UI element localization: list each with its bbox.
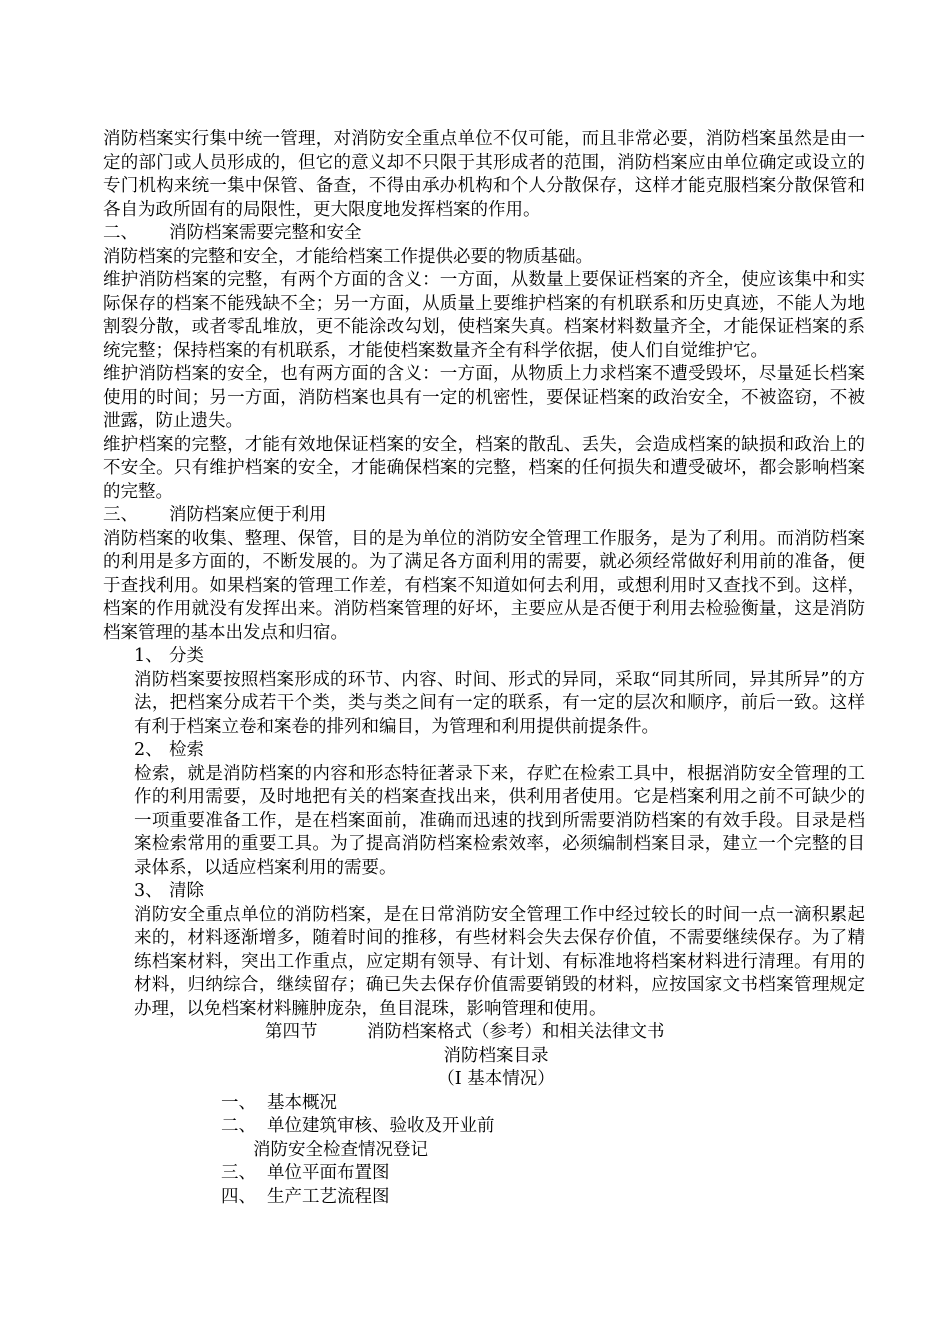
paragraph: 维护消防档案的安全，也有两方面的含义：一方面，从物质上力求档案不遭受毁坏，尽量延长档案使用的时间；另一方面，消防档案也具有一定的机密性，要保证档案的政治安全，不被盗窃，不被泄露，防止遗失。 [103, 364, 865, 431]
document-body [103, 128, 865, 1209]
subsection-heading [134, 739, 865, 763]
subsection-number: 1、 [134, 646, 163, 666]
toc-label: 基本概况 [267, 1092, 337, 1113]
toc-number: 四、 [221, 1186, 256, 1207]
toc-label: 生产工艺流程图 [267, 1186, 390, 1207]
catalog-subtitle: （I 基本情况） [437, 1069, 555, 1089]
subsection-title: 分类 [169, 646, 204, 666]
paragraph: 消防档案的完整和安全，才能给档案工作提供必要的物质基础。 [103, 246, 593, 267]
subsection-number: 2、 [134, 740, 163, 760]
subsection-number: 3、 [134, 881, 163, 901]
section-number: 三、 [103, 505, 138, 525]
section-title: 消防档案应便于利用 [169, 505, 327, 525]
toc-number: 二、 [221, 1116, 256, 1136]
catalog-title: 消防档案目录 [443, 1045, 549, 1066]
toc-label: 单位建筑审核、验收及开业前 [267, 1116, 495, 1136]
toc-number: 三、 [221, 1163, 256, 1183]
section-heading [103, 504, 865, 528]
chapter-title: 消防档案格式（参考）和相关法律文书 [367, 1022, 665, 1042]
section-title: 消防档案需要完整和安全 [169, 223, 362, 243]
paragraph: 消防安全重点单位的消防档案，是在日常消防安全管理工作中经过较长的时间一点一滴积累起来的，材料逐渐增多，随着时间的推移，有些材料会失去保存价值，不需要继续保存。为了精练档案材料，突出工作重点，应定期有领导、有计划、有标准地将档案材料进行清理。有用的材料，归纳综合，继续留存；确已失去保存价值需要销毁的材料，应按国家文书档案管理规定办理，以免档案材料臃肿庞杂，鱼目混珠，影响管理和使用。 [134, 904, 865, 1019]
paragraph: 消防档案的收集、整理、保管，目的是为单位的消防安全管理工作服务，是为了利用。而消防档案的利用是多方面的，不断发展的。为了满足各方面利用的需要，就必须经常做好利用前的准备，便于查找利用。如果档案的管理工作差，有档案不知道如何去利用，或想利用时又查找不到。这样，档案的作用就没有发挥出来。消防档案管理的好坏，主要应从是否便于利用去检验衡量，这是消防档案管理的基本出发点和归宿。 [103, 528, 865, 643]
chapter-number: 第四节 [265, 1022, 318, 1042]
paragraph: 消防档案要按照档案形成的环节、内容、时间、形式的异同，采取“同其所同，异其所异”的方法，把档案分成若干个类，类与类之间有一定的联系，有一定的层次和顺序，前后一致。这样有利于档案立卷和案卷的排列和编目，为管理和利用提供前提条件。 [134, 669, 865, 737]
subsection-heading [134, 645, 865, 669]
section-heading [103, 222, 865, 246]
toc-item [221, 1092, 865, 1116]
toc-item [221, 1186, 865, 1210]
paragraph: 维护档案的完整，才能有效地保证档案的安全，档案的散乱、丢失，会造成档案的缺损和政治上的不安全。只有维护档案的安全，才能确保档案的完整，档案的任何损失和遭受破坏，都会影响档案的完整。 [103, 434, 865, 502]
subsection-heading [134, 880, 865, 904]
toc-item [221, 1115, 865, 1139]
chapter-heading [103, 1021, 865, 1045]
paragraph: 维护消防档案的完整，有两个方面的含义：一方面，从数量上要保证档案的齐全，使应该集中和实际保存的档案不能残缺不全；另一方面，从质量上要维护档案的有机联系和历史真迹，不能人为地割裂分散，或者零乱堆放，更不能涂改勾划，使档案失真。档案材料数量齐全，才能保证档案的系统完整；保持档案的有机联系，才能使档案数量齐全有科学依据，使人们自觉维护它。 [103, 270, 865, 361]
subsection-title: 清除 [169, 881, 204, 901]
paragraph: 检索，就是消防档案的内容和形态特征著录下来，存贮在检索工具中，根据消防安全管理的工作的利用需要，及时地把有关的档案查找出来，供利用者使用。它是档案利用之前不可缺少的一项重要准备工作，是在档案面前，准确而迅速的找到所需要消防档案的有效手段。目录是档案检索常用的重要工具。为了提高消防档案检索效率，必须编制档案目录，建立一个完整的目录体系，以适应档案利用的需要。 [134, 763, 865, 878]
toc-number: 一、 [221, 1092, 256, 1113]
section-number: 二、 [103, 223, 138, 243]
toc-item [221, 1162, 865, 1186]
paragraph: 消防档案实行集中统一管理，对消防安全重点单位不仅可能，而且非常必要，消防档案虽然是由一定的部门或人员形成的，但它的意义却不只限于其形成者的范围，消防档案应由单位确定或设立的专门机构来统一集中保管、备查，不得由承办机构和个人分散保存，这样才能克服档案分散保管和各自为政所固有的局限性，更大限度地发挥档案的作用。 [103, 129, 865, 220]
toc-label: 单位平面布置图 [267, 1163, 390, 1183]
subsection-title: 检索 [169, 740, 204, 760]
toc-item-continuation: 消防安全检查情况登记 [253, 1139, 428, 1160]
